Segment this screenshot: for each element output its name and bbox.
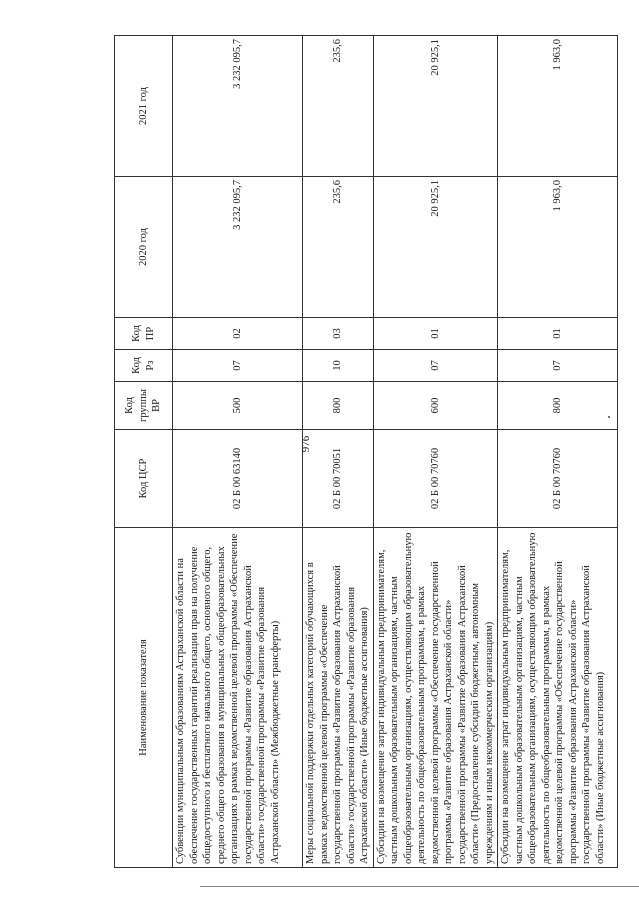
cell-2021: 3 232 095,7	[173, 36, 303, 177]
table-row	[303, 36, 374, 868]
header-2020: 2020 год	[115, 177, 173, 318]
scan-speck	[608, 416, 610, 418]
table-row	[173, 36, 303, 868]
cell-pr: 01	[373, 318, 498, 350]
cell-rz: 07	[498, 350, 618, 382]
cell-csr: 02 Б 00 63140	[173, 430, 303, 528]
cell-2020: 20 925,1	[373, 177, 498, 318]
cell-2020: 1 963,0	[498, 177, 618, 318]
header-rz: Код Рз	[115, 350, 173, 382]
cell-csr: 02 Б 00 70760	[498, 430, 618, 528]
budget-table	[114, 35, 618, 868]
cell-name: Субвенции муниципальным образованиям Астраханской области на обеспечение государственных гарантий реализации прав на получение общедоступного и бесплатного начального общего, основного общего, среднего общего образования в муниципальных общеобразовательных организациях в рамках ведомственной целевой программы «Обеспечение государственной программы «Развитие образования Астраханской области» государственной программы «Развитие образования Астраханской области» (Межбюджетные трансферты)	[173, 528, 303, 868]
cell-2020: 3 232 095,7	[173, 177, 303, 318]
cell-name: Меры социальной поддержки отдельных категорий обучающихся в рамках ведомственной целевой программы «Обеспечение государственной программы «Развитие образования Астраханской области» государственной программы «Развитие образования Астраханской области» (Иные бюджетные ассигнования)	[303, 528, 374, 868]
cell-2021: 1 963,0	[498, 36, 618, 177]
table-header-row	[115, 36, 173, 868]
page-number: 976	[300, 435, 312, 453]
cell-pr: 01	[498, 318, 618, 350]
cell-2021: 235,6	[303, 36, 374, 177]
scan-edge-line	[200, 886, 639, 887]
cell-csr: 02 Б 00 70051	[303, 430, 374, 528]
cell-vr: 800	[303, 382, 374, 430]
table-row	[373, 36, 498, 868]
header-vr: Код группы ВР	[115, 382, 173, 430]
cell-vr: 800	[498, 382, 618, 430]
header-2021: 2021 год	[115, 36, 173, 177]
cell-name: Субсидии на возмещение затрат индивидуальным предпринимателям, частным дошкольным образовательным организациям, частным общеобразовательным организациям, осуществляющим образовательную деятельность по общеобразовательным программам, в рамках ведомственной целевой программы «Обеспечение государственной программы «Развитие образования Астраханской области» государственной программы «Развитие образования Астраханской области» (Предоставление субсидий бюджетным, автономным учреждениям и иным некоммерческим организациям)	[373, 528, 498, 868]
cell-pr: 03	[303, 318, 374, 350]
cell-2020: 235,6	[303, 177, 374, 318]
cell-pr: 02	[173, 318, 303, 350]
cell-name: Субсидии на возмещение затрат индивидуальным предпринимателям, частным дошкольным образовательным организациям, частным общеобразовательным организациям, осуществляющим образовательную деятельность по общеобразовательным программам, в рамках ведомственной целевой программы «Обеспечение государственной программы «Развитие образования Астраханской области» государственной программы «Развитие образования Астраханской области» (Иные бюджетные ассигнования)	[498, 528, 618, 868]
header-csr: Код ЦСР	[115, 430, 173, 528]
table-row	[498, 36, 618, 868]
cell-rz: 10	[303, 350, 374, 382]
cell-rz: 07	[173, 350, 303, 382]
cell-vr: 500	[173, 382, 303, 430]
header-name: Наименование показателя	[115, 528, 173, 868]
rotated-page-content	[114, 36, 608, 868]
cell-vr: 600	[373, 382, 498, 430]
header-pr: Код ПР	[115, 318, 173, 350]
cell-csr: 02 Б 00 70760	[373, 430, 498, 528]
cell-rz: 07	[373, 350, 498, 382]
cell-2021: 20 925,1	[373, 36, 498, 177]
